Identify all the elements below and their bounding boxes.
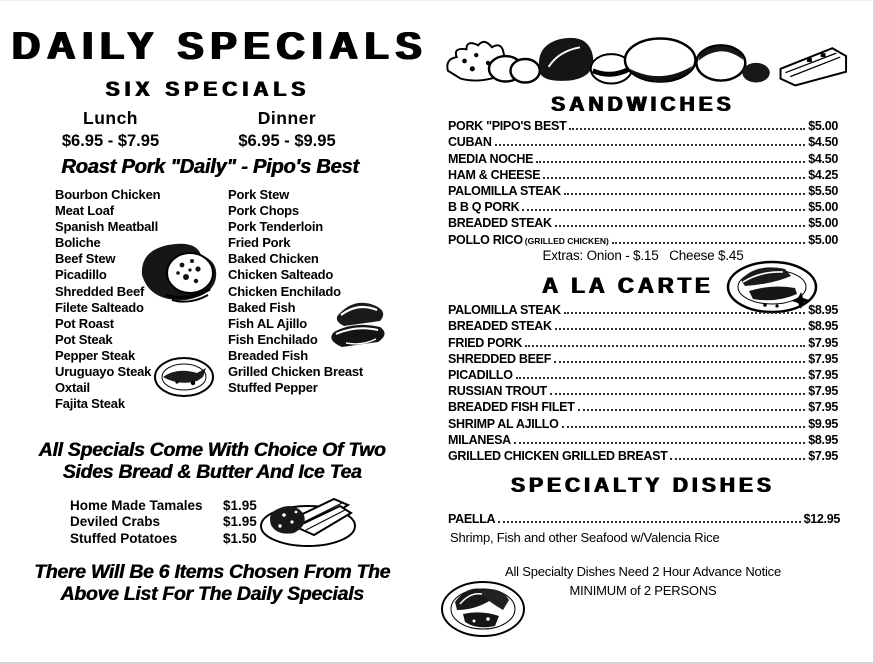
menu-item [448,398,838,414]
menu-item-price: $5.00 [808,200,838,215]
menu-item-name: HAM & CHEESE [448,167,541,182]
dot-leader [516,377,806,379]
special-item: Fajita Steak [55,396,125,412]
menu-item-price: $8.95 [808,432,838,447]
lunch-price: $6.95 - $7.95 [61,132,160,150]
menu-item-name: FRIED PORK [448,335,523,350]
dot-leader [550,393,805,395]
special-item: Bourbon Chicken [55,187,161,202]
specialty-list [448,510,840,526]
menu-item-price: $7.95 [808,448,838,463]
advance-notice-line1: All Specialty Dishes Need 2 Hour Advance Notice [504,564,782,579]
special-item: Picadillo [55,267,107,283]
six-specials-heading: SIX SPECIALS [105,78,311,101]
menu-item [448,117,838,133]
menu-item-price: $9.95 [808,416,838,431]
dot-leader [525,345,805,347]
side-item-name: Home Made Tamales [70,497,203,513]
special-item: Chicken Enchilado [228,283,341,299]
paella-description: Shrimp, Fish and other Seafood w/Valencia Rice [450,530,720,545]
side-item [70,514,280,531]
special-item: Baked Chicken [228,251,319,267]
dot-leader [562,426,806,428]
menu-item-price: $4.50 [808,151,838,166]
menu-item [448,447,838,463]
page-title: DAILY SPECIALS [12,25,429,68]
dot-leader [495,144,806,146]
side-item-price: $1.95 [223,497,257,513]
special-item: Stuffed Pepper [228,380,318,396]
menu-item [448,350,838,366]
special-item: Filete Salteado [55,299,144,315]
menu-item-name: B B Q PORK [448,200,520,215]
menu-item-price: $5.50 [808,183,838,198]
menu-item [448,414,838,430]
roast-pork-illustration [138,239,223,305]
menu-item-name: PALOMILLA STEAK [448,303,561,318]
menu-item [448,166,838,182]
side-item-name: Deviled Crabs [70,514,161,530]
lunch-label: Lunch [83,108,138,128]
special-item: Chicken Salteado [228,267,334,283]
dot-leader [569,128,805,130]
special-item: Pork Tenderloin [228,219,323,235]
a-la-carte-heading: A LA CARTE [542,273,714,298]
dot-leader [578,409,806,411]
dot-leader [543,177,805,179]
special-item: Grilled Chicken Breast [228,364,364,380]
special-item: Pot Steak [55,331,113,347]
menu-item-price: $7.95 [808,400,838,415]
tamales-plate-illustration [258,490,358,550]
menu-item-name: PALOMILLA STEAK [448,183,561,198]
special-item: Fried Pork [228,235,291,251]
sandwich-illustration [326,295,390,355]
special-item: Oxtail [55,380,90,396]
menu-item-price: $7.95 [808,384,838,399]
menu-item [448,366,838,382]
dot-leader [564,193,805,195]
menu-item-name: MEDIA NOCHE [448,151,534,166]
menu-item [448,510,840,526]
side-item-price: $1.95 [223,514,257,530]
dot-leader [498,521,800,523]
extras-line: Extras: Onion - $.15 Cheese $.45 [542,248,744,263]
special-item: Uruguayo Steak [55,364,152,380]
special-item: Fish AL Ajillo [228,315,308,331]
a-la-carte-list [448,301,838,463]
menu-item [448,198,838,214]
menu-item [448,317,838,333]
special-item: Pork Chops [228,203,299,219]
lunch-block [48,108,173,151]
note-six-items [8,561,416,605]
menu-item-price: $5.00 [808,216,838,231]
side-item-price: $1.50 [223,530,257,546]
special-item: Boliche [55,235,101,251]
menu-item [448,230,838,246]
roast-pork-feature-line: Roast Pork "Daily" - Pipo's Best [61,156,359,178]
special-item: Meat Loaf [55,203,114,219]
menu-item-name: BREADED FISH FILET [448,400,575,415]
dot-leader [514,442,805,444]
dot-leader [522,209,805,211]
menu-item-name: GRILLED CHICKEN GRILLED BREAST [448,448,668,463]
menu-item-name: MILANESA [448,432,511,447]
menu-item-subtext: (GRILLED CHICKEN) [524,235,609,246]
menu-item-price: $5.00 [808,119,838,134]
sandwiches-heading: SANDWICHES [551,93,735,116]
menu-item-price: $8.95 [808,303,838,318]
menu-item [448,133,838,149]
dot-leader [670,458,805,460]
menu-item-name: PICADILLO [448,367,513,382]
dot-leader [555,225,805,227]
menu-item [448,214,838,230]
side-item [70,497,280,514]
special-item: Pepper Steak [55,347,135,363]
menu-item-name: SHREDDED BEEF [448,351,552,366]
special-item: Beef Stew [55,251,116,267]
note-all-specials [8,439,416,483]
menu-item [448,333,838,349]
sandwiches-list [448,117,838,247]
menu-item-name: PAELLA [448,512,496,527]
dot-leader [554,361,805,363]
menu-item [448,182,838,198]
specialty-plate-illustration [440,575,528,641]
special-item: Breaded Fish [228,347,308,363]
menu-item-name: BREADED STEAK [448,319,552,334]
sides-list [70,497,280,547]
dinner-price: $6.95 - $9.95 [238,132,336,150]
fish-plate-illustration [153,355,216,400]
note-six-items-line1: There Will Be 6 Items Chosen From The [33,561,391,583]
special-item: Spanish Meatball [55,219,158,235]
dot-leader [612,242,805,244]
menu-item-price: $12.95 [803,512,840,527]
menu-item-price: $7.95 [808,335,838,350]
menu-item-price: $7.95 [808,367,838,382]
menu-item-price: $5.00 [808,232,838,247]
specialty-dishes-heading: SPECIALTY DISHES [511,474,775,497]
menu-item-name: SHRIMP AL AJILLO [448,416,559,431]
menu-item-price: $4.25 [808,167,838,182]
menu-item-name: RUSSIAN TROUT [448,384,547,399]
side-item-name: Stuffed Potatoes [70,530,178,546]
advance-notice-line2: MINIMUM of 2 PERSONS [569,583,717,598]
special-item: Baked Fish [228,299,296,315]
menu-item [448,149,838,165]
menu-item-name: PORK "PIPO'S BEST [448,119,567,134]
dot-leader [564,312,805,314]
special-item: Shredded Beef [55,283,145,299]
dinner-block [218,108,356,151]
menu-item-price: $7.95 [808,351,838,366]
special-item: Fish Enchilado [228,331,318,347]
menu-item [448,301,838,317]
menu-item-name: BREADED STEAK [448,216,552,231]
menu-item-price: $8.95 [808,319,838,334]
menu-item-price: $4.50 [808,135,838,150]
note-all-specials-line1: All Specials Come With Choice Of Two [38,439,386,461]
menu-item [448,382,838,398]
menu-item [448,431,838,447]
specials-column-2 [228,187,423,396]
menu-item-name: CUBAN [448,135,492,150]
food-banner-illustration [443,27,849,93]
note-all-specials-line2: Sides Bread & Butter And Ice Tea [62,461,362,483]
menu-item-name: POLLO RICO (GRILLED CHICKEN) [448,232,609,247]
special-item: Pot Roast [55,315,114,331]
note-six-items-line2: Above List For The Daily Specials [60,583,364,605]
dinner-label: Dinner [257,108,317,128]
side-item [70,530,280,547]
special-item: Pork Stew [228,187,290,202]
dot-leader [536,161,805,163]
dot-leader [555,328,805,330]
